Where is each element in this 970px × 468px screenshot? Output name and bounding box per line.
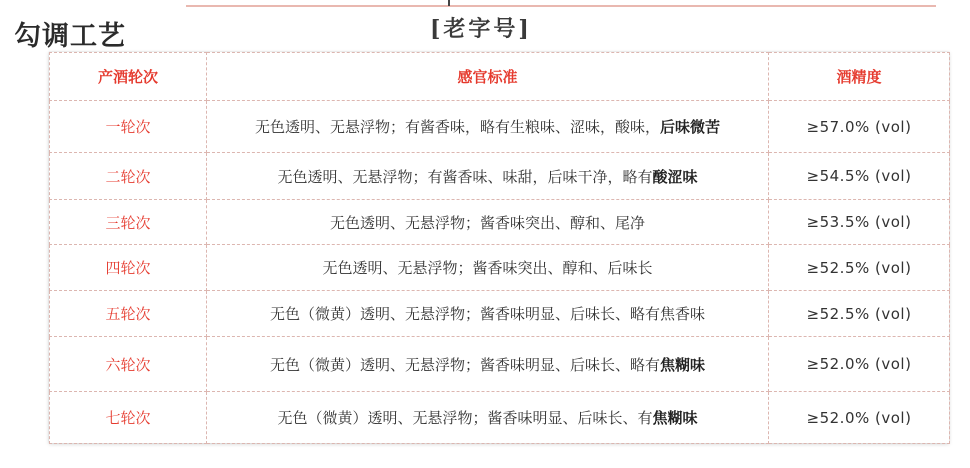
table-row [50,200,950,245]
standard-emphasis: 焦糊味 [652,409,698,427]
round-cell: 一轮次 [50,101,207,153]
table-row [50,337,950,392]
abv-cell: ≥52.5% (vol) [769,245,950,291]
top-divider [186,5,936,7]
page-subtitle: [老字号] [430,16,532,42]
standard-cell [207,337,769,392]
standard-cell [207,101,769,153]
table-row [50,101,950,153]
standard-text: 无色透明、无悬浮物；有酱香味，略有生粮味、涩味，酸味， [254,118,660,136]
abv-cell: ≥52.5% (vol) [769,291,950,337]
divider-tick [448,0,450,6]
standard-emphasis: 酸涩味 [652,167,698,186]
column-header-round: 产酒轮次 [50,53,207,101]
standard-emphasis: 后味微苦 [660,118,721,136]
standard-cell [207,245,769,291]
abv-cell: ≥53.5% (vol) [769,200,950,245]
round-cell: 六轮次 [50,337,207,392]
standard-text: 无色（微黄）透明、无悬浮物；酱香味明显、后味长、有 [277,409,653,427]
column-header-standard: 感官标准 [207,53,769,101]
standard-text: 无色（微黄）透明、无悬浮物；酱香味明显、后味长、略有焦香味 [269,305,705,323]
abv-cell: ≥54.5% (vol) [769,153,950,200]
round-cell: 二轮次 [50,153,207,200]
standard-cell [207,392,769,444]
round-cell: 五轮次 [50,291,207,337]
table-row [50,153,950,200]
standard-cell [207,200,769,245]
page-title: 勾调工艺 [14,21,126,52]
standard-text: 无色透明、无悬浮物；酱香味突出、醇和、尾净 [329,213,645,232]
abv-cell: ≥57.0% (vol) [769,101,950,153]
table-header-row [50,53,950,101]
standard-cell [207,291,769,337]
standard-emphasis: 焦糊味 [660,355,706,374]
abv-cell: ≥52.0% (vol) [769,337,950,392]
table-row [50,245,950,291]
round-cell: 三轮次 [50,200,207,245]
abv-cell: ≥52.0% (vol) [769,392,950,444]
round-cell: 四轮次 [50,245,207,291]
table-row [50,291,950,337]
column-header-abv: 酒精度 [769,53,950,101]
standard-text: 无色透明、无悬浮物；酱香味突出、醇和、后味长 [322,259,653,277]
standard-cell [207,153,769,200]
round-cell: 七轮次 [50,392,207,444]
table-row [50,392,950,444]
craft-table [49,52,950,444]
standard-text: 无色透明、无悬浮物；有酱香味、味甜，后味干净，略有 [277,167,653,186]
standard-text: 无色（微黄）透明、无悬浮物；酱香味明显、后味长、略有 [269,355,660,374]
craft-table-card [49,52,949,443]
